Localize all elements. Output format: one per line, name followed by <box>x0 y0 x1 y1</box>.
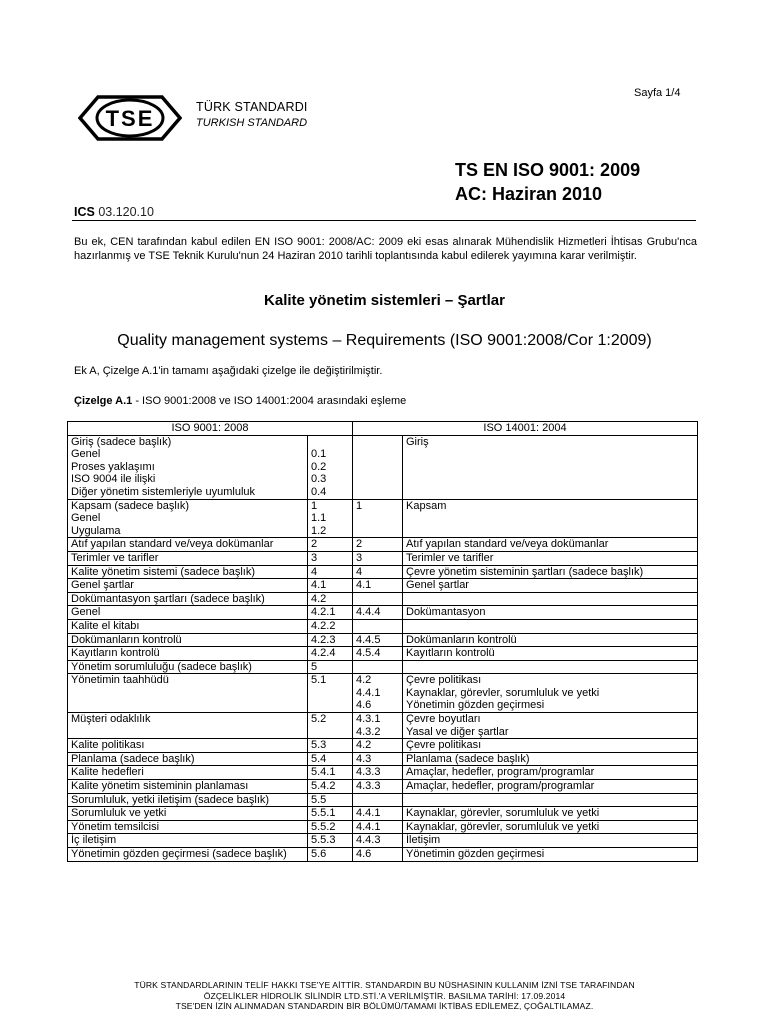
iso14001-title-cell: Yönetimin gözden geçirmesi <box>403 848 698 862</box>
iso9001-clause-cell: 4.1 <box>308 579 353 593</box>
iso14001-clause-cell: 4.3 <box>353 752 403 766</box>
iso14001-clause-cell <box>353 592 403 606</box>
iso9001-title-cell: Dokümantasyon şartları (sadece başlık) <box>68 592 308 606</box>
header-iso9001: ISO 9001: 2008 <box>68 422 353 436</box>
table-row <box>68 551 698 565</box>
table-row <box>68 793 698 807</box>
iso9001-title-cell: Terimler ve tarifler <box>68 551 308 565</box>
iso9001-title-cell: Atıf yapılan standard ve/veya dokümanlar <box>68 538 308 552</box>
iso9001-title-cell: Kalite yönetim sistemi (sadece başlık) <box>68 565 308 579</box>
table-row <box>68 435 698 499</box>
ics-label: ICS <box>74 205 95 219</box>
iso14001-title-cell: Çevre boyutları Yasal ve diğer şartlar <box>403 713 698 739</box>
iso14001-title-cell: Kaynaklar, görevler, sorumluluk ve yetki <box>403 807 698 821</box>
table-row <box>68 766 698 780</box>
iso14001-clause-cell <box>353 435 403 499</box>
iso9001-title-cell: Planlama (sadece başlık) <box>68 752 308 766</box>
table-caption <box>74 395 406 407</box>
iso14001-clause-cell: 4.4.5 <box>353 633 403 647</box>
copyright-footer <box>72 980 697 1012</box>
table-row <box>68 848 698 862</box>
ics-line <box>74 205 154 219</box>
iso9001-title-cell: Genel şartlar <box>68 579 308 593</box>
header-iso14001: ISO 14001: 2004 <box>353 422 698 436</box>
iso14001-clause-cell: 3 <box>353 551 403 565</box>
iso14001-clause-cell: 4.3.3 <box>353 766 403 780</box>
iso9001-clause-cell: 4.2.2 <box>308 619 353 633</box>
footer-line: ÖZÇELİKLER HİDROLİK SİLİNDİR LTD.STİ.'A VERİLMİŞTİR. BASILMA TARİHİ: 17.09.2014 <box>203 990 566 1001</box>
iso14001-title-cell: Dokümanların kontrolü <box>403 633 698 647</box>
table-row <box>68 538 698 552</box>
table-row <box>68 674 698 713</box>
standard-ac: AC: Haziran 2010 <box>455 184 603 204</box>
iso14001-clause-cell: 4.2 <box>353 739 403 753</box>
mapping-table <box>67 421 698 862</box>
iso14001-title-cell: Kapsam <box>403 499 698 538</box>
iso14001-title-cell: Planlama (sadece başlık) <box>403 752 698 766</box>
title-english: Quality management systems – Requirements (ISO 9001:2008/Cor 1:2009) <box>117 332 652 349</box>
iso14001-title-cell <box>403 619 698 633</box>
table-row <box>68 619 698 633</box>
iso9001-clause-cell: 5.5.3 <box>308 834 353 848</box>
iso9001-clause-cell: 5.5 <box>308 793 353 807</box>
caption-label: Çizelge A.1 <box>74 395 133 407</box>
iso9001-clause-cell: 5.4 <box>308 752 353 766</box>
iso9001-clause-cell: 5.4.1 <box>308 766 353 780</box>
iso9001-clause-cell: 4 <box>308 565 353 579</box>
iso14001-clause-cell <box>353 660 403 674</box>
iso14001-clause-cell: 4.1 <box>353 579 403 593</box>
table-row <box>68 713 698 739</box>
iso9001-clause-cell: 5.6 <box>308 848 353 862</box>
iso14001-title-cell: Amaçlar, hedefler, program/programlar <box>403 780 698 794</box>
iso9001-title-cell: Sorumluluk ve yetki <box>68 807 308 821</box>
org-title: TÜRK STANDARDI <box>196 100 308 114</box>
table-row <box>68 647 698 661</box>
logo-text: TSE <box>105 106 155 131</box>
iso14001-clause-cell <box>353 793 403 807</box>
iso14001-clause-cell: 1 <box>353 499 403 538</box>
iso14001-title-cell: Genel şartlar <box>403 579 698 593</box>
iso9001-title-cell: Yönetim temsilcisi <box>68 820 308 834</box>
iso9001-clause-cell: 5.4.2 <box>308 780 353 794</box>
iso9001-clause-cell: 5.2 <box>308 713 353 739</box>
iso14001-title-cell: Kaynaklar, görevler, sorumluluk ve yetki <box>403 820 698 834</box>
iso9001-title-cell: Yönetim sorumluluğu (sadece başlık) <box>68 660 308 674</box>
iso14001-title-cell: Dokümantasyon <box>403 606 698 620</box>
iso9001-clause-cell: 2 <box>308 538 353 552</box>
iso14001-title-cell: Giriş <box>403 435 698 499</box>
table-row <box>68 820 698 834</box>
iso14001-clause-cell: 4.4.1 <box>353 820 403 834</box>
table-row <box>68 834 698 848</box>
iso9001-clause-cell: 4.2.1 <box>308 606 353 620</box>
table-row <box>68 660 698 674</box>
iso9001-clause-cell: 0.1 0.2 0.3 0.4 <box>308 435 353 499</box>
title-turkish: Kalite yönetim sistemleri – Şartlar <box>264 292 505 309</box>
table-row <box>68 633 698 647</box>
iso9001-clause-cell: 3 <box>308 551 353 565</box>
iso14001-title-cell: Amaçlar, hedefler, program/programlar <box>403 766 698 780</box>
page-number: Sayfa 1/4 <box>634 87 681 99</box>
iso14001-clause-cell: 4.4.1 <box>353 807 403 821</box>
iso9001-title-cell: Kalite politikası <box>68 739 308 753</box>
table-row <box>68 752 698 766</box>
footer-line: TÜRK STANDARDLARININ TELİF HAKKI TSE'YE AİTTİR. STANDARDIN BU NÜSHASININ KULLANIM İZNİ TSE TARAFINDAN <box>134 980 635 990</box>
iso9001-clause-cell: 5.5.1 <box>308 807 353 821</box>
iso9001-title-cell: Yönetimin gözden geçirmesi (sadece başlık) <box>68 848 308 862</box>
iso14001-clause-cell: 2 <box>353 538 403 552</box>
table-row <box>68 579 698 593</box>
header-divider <box>72 220 696 221</box>
iso14001-title-cell: Atıf yapılan standard ve/veya dokümanlar <box>403 538 698 552</box>
caption-text: - ISO 9001:2008 ve ISO 14001:2004 arasındaki eşleme <box>132 395 407 407</box>
iso14001-title-cell <box>403 660 698 674</box>
iso9001-clause-cell: 5.1 <box>308 674 353 713</box>
iso9001-clause-cell: 5.5.2 <box>308 820 353 834</box>
table-row <box>68 780 698 794</box>
amendment-note: Ek A, Çizelge A.1'in tamamı aşağıdaki çizelge ile değiştirilmiştir. <box>74 365 383 377</box>
iso14001-clause-cell: 4.4.4 <box>353 606 403 620</box>
table-row <box>68 499 698 538</box>
iso14001-title-cell: Çevre yönetim sisteminin şartları (sadece başlık) <box>403 565 698 579</box>
table-row <box>68 606 698 620</box>
standard-code: TS EN ISO 9001: 2009 <box>455 160 641 180</box>
tse-logo <box>78 95 182 141</box>
iso14001-title-cell: Terimler ve tarifler <box>403 551 698 565</box>
iso9001-title-cell: Dokümanların kontrolü <box>68 633 308 647</box>
iso9001-title-cell: İç iletişim <box>68 834 308 848</box>
iso14001-clause-cell: 4.6 <box>353 848 403 862</box>
iso14001-clause-cell: 4.2 4.4.1 4.6 <box>353 674 403 713</box>
intro-paragraph: Bu ek, CEN tarafından kabul edilen EN ISO 9001: 2008/AC: 2009 eki esas alınarak Mühendislik Hizmetleri İhtisas Grubu'nca hazırlanmış ve TSE Teknik Kurulu'nun 24 Haziran 2010 tarihli toplantısında kabul edilerek yayımına karar verilmiştir. <box>74 236 697 262</box>
iso9001-title-cell: Müşteri odaklılık <box>68 713 308 739</box>
iso14001-clause-cell <box>353 619 403 633</box>
iso9001-clause-cell: 4.2.3 <box>308 633 353 647</box>
iso14001-clause-cell: 4 <box>353 565 403 579</box>
table-row <box>68 565 698 579</box>
iso9001-title-cell: Genel <box>68 606 308 620</box>
iso14001-clause-cell: 4.3.1 4.3.2 <box>353 713 403 739</box>
iso9001-title-cell: Yönetimin taahhüdü <box>68 674 308 713</box>
iso9001-title-cell: Kalite yönetim sisteminin planlaması <box>68 780 308 794</box>
org-subtitle: TURKISH STANDARD <box>196 117 308 129</box>
iso14001-clause-cell: 4.4.3 <box>353 834 403 848</box>
iso14001-title-cell <box>403 592 698 606</box>
iso9001-title-cell: Kalite hedefleri <box>68 766 308 780</box>
iso14001-clause-cell: 4.3.3 <box>353 780 403 794</box>
iso14001-title-cell: Kayıtların kontrolü <box>403 647 698 661</box>
ics-value: 03.120.10 <box>98 205 154 219</box>
iso14001-clause-cell: 4.5.4 <box>353 647 403 661</box>
iso9001-clause-cell: 5.3 <box>308 739 353 753</box>
iso9001-clause-cell: 4.2.4 <box>308 647 353 661</box>
iso9001-clause-cell: 4.2 <box>308 592 353 606</box>
iso14001-title-cell: Çevre politikası Kaynaklar, görevler, sorumluluk ve yetki Yönetimin gözden geçirmesi <box>403 674 698 713</box>
iso14001-title-cell <box>403 793 698 807</box>
table-header-row <box>68 422 698 436</box>
iso9001-title-cell: Giriş (sadece başlık) Genel Proses yaklaşımı ISO 9004 ile ilişki Diğer yönetim sistemleriyle uyumluluk <box>68 435 308 499</box>
iso9001-title-cell: Kapsam (sadece başlık) Genel Uygulama <box>68 499 308 538</box>
table-row <box>68 592 698 606</box>
iso9001-title-cell: Kalite el kitabı <box>68 619 308 633</box>
iso9001-clause-cell: 5 <box>308 660 353 674</box>
table-row <box>68 807 698 821</box>
footer-line: TSE'DEN İZİN ALINMADAN STANDARDIN BİR BÖLÜMÜ/TAMAMI İKTİBAS EDİLEMEZ, ÇOĞALTILAMAZ. <box>175 1001 594 1011</box>
iso9001-title-cell: Sorumluluk, yetki iletişim (sadece başlık) <box>68 793 308 807</box>
iso9001-title-cell: Kayıtların kontrolü <box>68 647 308 661</box>
iso9001-clause-cell: 1 1.1 1.2 <box>308 499 353 538</box>
iso14001-title-cell: Çevre politikası <box>403 739 698 753</box>
iso14001-title-cell: İletişim <box>403 834 698 848</box>
table-row <box>68 739 698 753</box>
